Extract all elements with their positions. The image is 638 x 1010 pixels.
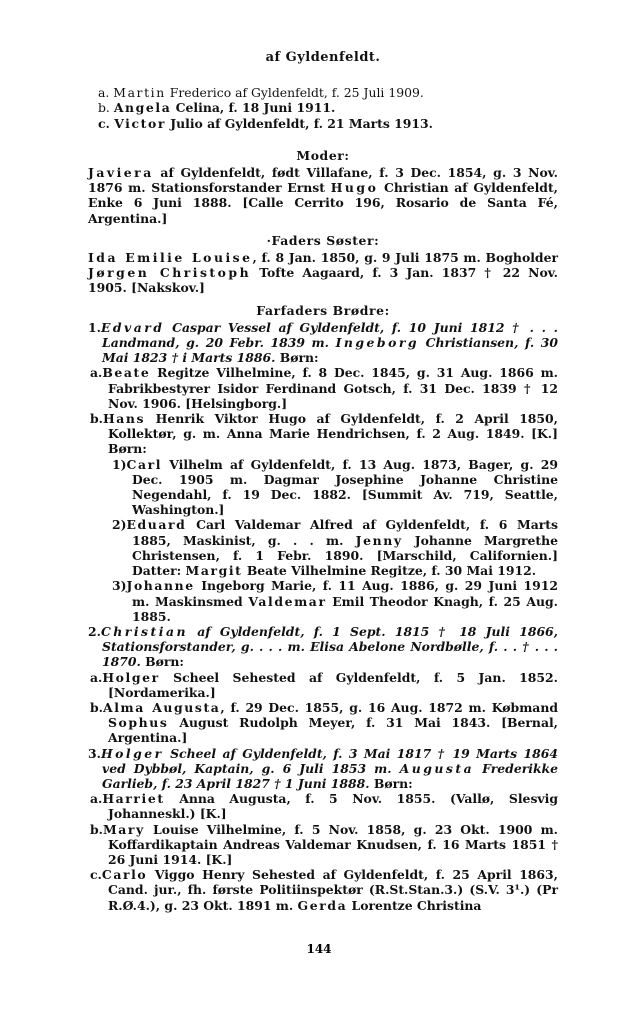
- entry-mark: c.: [98, 115, 110, 131]
- entry-text: Lorentze Christina: [347, 897, 482, 913]
- person-name: Ida Emilie Louise: [88, 250, 253, 266]
- entry-text: Caspar Vessel af Gyldenfeldt, f. 10 Juni 1812 † . . . Landmand, g. 20 Febr. 1839 m.: [102, 319, 558, 351]
- entry-text: Tofte Aagaard, f. 3 Jan. 1837 † 22 Nov. 1905. [Nakskov.]: [88, 265, 558, 296]
- entry-mark: b.: [90, 699, 103, 715]
- section-heading-aunt: ·Faders Søster:: [266, 232, 380, 248]
- entry-mark: a.: [90, 365, 103, 381]
- person-name: Carlo: [101, 867, 148, 883]
- person-name: Ingeborg: [335, 335, 420, 351]
- person-name: Eduard: [126, 517, 187, 533]
- entry-text: Christian af Gyldenfeldt, Enke 6 Juni 1888. [Calle Cerrito 196, Rosario de Santa Fé, Argentina.]: [88, 180, 558, 226]
- entry-text: Ingeborg Marie, f. 11 Aug. 1886, g. 29 Juni 1912 m. Maskinsmed: [132, 578, 558, 609]
- child-entry: [90, 822, 558, 868]
- person-name: Holger: [100, 745, 164, 761]
- entry-text: , f. 29 Dec. 1855, g. 16 Aug. 1872 m. Købmand: [220, 699, 558, 715]
- person-name: Beate: [102, 365, 151, 381]
- section-heading-mother: Moder:: [296, 147, 350, 163]
- person-name: Javiera: [88, 165, 154, 181]
- entry-text: Regitze Vilhelmine, f. 8 Dec. 1845, g. 31 Aug. 1866 m. Fabrikbestyrer Isidor Ferdinand Gotsch, f. 31 Dec. 1839 † 12 Nov. 1906. [Helsingborg.]: [108, 365, 558, 411]
- entry-text: Børn:: [369, 775, 413, 791]
- person-name: Jenny: [355, 532, 403, 548]
- entry-mark: 2): [112, 517, 127, 533]
- entry-text: Emil Theodor Knagh, f. 25 Aug. 1885.: [132, 593, 558, 624]
- entry-mark: b.: [90, 411, 103, 427]
- entry-text: Henrik Viktor Hugo af Gyldenfeldt, f. 2 April 1850, Kollektør, g. m. Anna Marie Hendrichsen, f. 2 Aug. 1849. [K.] Børn:: [108, 411, 558, 457]
- mother-entry: [88, 165, 558, 226]
- entry-mark: 1.: [88, 319, 101, 335]
- uncle-entry: [88, 320, 558, 366]
- person-name: Gerda: [297, 897, 348, 913]
- child-entry: [98, 116, 558, 131]
- entry-text: Anna Augusta, f. 5 Nov. 1855. (Vallø, Slesvig Johanneskl.) [K.]: [108, 791, 558, 822]
- entry-text: Vilhelm af Gyldenfeldt, f. 13 Aug. 1873, Bager, g. 29 Dec. 1905 m. Dagmar Josephine Johanne Christine Negendahl, f. 19 Dec. 1882. [Summit Av. 719, Seattle, Washington.]: [132, 456, 558, 518]
- entry-text: Louise Vilhelmine, f. 5 Nov. 1858, g. 23 Okt. 1900 m. Koffardikaptain Andreas Valdemar Knudsen, f. 16 Marts 1851 † 26 Juni 1914. [K.]: [108, 821, 558, 867]
- person-name: Augusta: [399, 760, 475, 776]
- child-entry: [90, 700, 558, 746]
- entry-mark: a.: [98, 85, 110, 101]
- entry-mark: 2.: [88, 623, 101, 639]
- entry-text: , f. 8 Jan. 1850, g. 9 Juli 1875 m. Bogholder: [252, 250, 558, 266]
- person-name: Harriet: [102, 791, 165, 807]
- entry-text: Scheel Sehested af Gyldenfeldt, f. 5 Jan. 1852. [Nordamerika.]: [108, 669, 558, 700]
- person-name: Hugo: [330, 180, 379, 196]
- child-entry: [90, 365, 558, 411]
- child-entry: [90, 411, 558, 457]
- entry-text: Frederikke Garlieb, f. 23 April 1827 † 1 Juni 1888.: [102, 760, 558, 791]
- page-number: 144: [306, 942, 332, 956]
- person-name: Holger: [102, 669, 160, 685]
- uncle-entry: [88, 746, 558, 792]
- grandchild-entry: [112, 578, 558, 624]
- entry-mark: b.: [90, 821, 103, 837]
- person-name: Martin: [113, 85, 166, 101]
- entry-text: Frederico af Gyldenfeldt, f. 25 Juli 1909.: [165, 85, 424, 101]
- person-name: Carl: [126, 456, 163, 472]
- entry-text: Johanne Margrethe Christensen, f. 1 Febr. 1890. [Marschild, Californien.] Datter:: [132, 532, 559, 579]
- aunt-entry: [88, 250, 558, 296]
- person-name: Sophus: [108, 715, 169, 731]
- entry-text: Scheel af Gyldenfeldt, f. 3 Mai 1817 † 19 Marts 1864 ved Dybbøl, Kaptain, g. 6 Juli 1853 m.: [102, 745, 558, 776]
- entry-text: Celina, f. 18 Juni 1911.: [171, 100, 336, 116]
- person-name: Valdemar: [248, 593, 327, 609]
- person-name: Angela: [113, 100, 172, 116]
- entry-text: af Gyldenfeldt, f. 1 Sept. 1815 † 18 Juli 1866, Stationsforstander, g. . . . m. Elisa Abelone Nordbølle, f. . . † . . . 1870.: [102, 623, 558, 670]
- grandchild-entry: [112, 457, 558, 518]
- page-title: af Gyldenfeldt.: [265, 50, 381, 65]
- person-name: Alma Augusta: [102, 699, 221, 715]
- person-name: Edvard: [100, 319, 165, 335]
- person-name: Jørgen Christoph: [88, 265, 252, 281]
- section-heading-uncles: Farfaders Brødre:: [256, 302, 390, 318]
- entry-mark: 3.: [88, 745, 101, 761]
- person-name: Christian: [100, 623, 188, 639]
- entry-text: Viggo Henry Sehested af Gyldenfeldt, f. 25 April 1863, Cand. jur., fh. første Politiinspektør (R.St.Stan.3.) (S.V. 3¹.) (Pr R.Ø.4.), g. 23 Okt. 1891 m.: [108, 867, 558, 913]
- entry-text: Beate Vilhelmine Regitze, f. 30 Mai 1912.: [242, 563, 537, 579]
- entry-text: Børn:: [140, 654, 184, 670]
- child-entry: [90, 670, 558, 700]
- entry-mark: 3): [112, 578, 127, 594]
- person-name: Johanne: [126, 578, 195, 594]
- uncle-entry: [88, 624, 558, 670]
- entry-mark: 1): [112, 456, 127, 472]
- entry-mark: a.: [90, 791, 103, 807]
- grandchild-entry: [112, 517, 558, 578]
- entry-text: Julio af Gyldenfeldt, f. 21 Marts 1913.: [165, 115, 433, 131]
- entry-text: August Rudolph Meyer, f. 31 Mai 1843. [Bernal, Argentina.]: [108, 715, 558, 746]
- child-entry: [98, 100, 558, 115]
- child-entry: [90, 867, 558, 913]
- document-page: [88, 50, 558, 913]
- child-entry: [90, 791, 558, 821]
- person-name: Hans: [102, 411, 146, 427]
- entry-mark: b.: [98, 100, 110, 116]
- child-entry: [98, 85, 558, 100]
- person-name: Victor: [114, 115, 166, 131]
- entry-mark: c.: [90, 867, 102, 883]
- entry-text: Christiansen, f. 30 Mai 1823 † i Marts 1886.: [102, 335, 559, 366]
- entry-mark: a.: [90, 669, 103, 685]
- entry-text: Børn:: [275, 350, 319, 366]
- person-name: Margit: [185, 563, 243, 579]
- person-name: Mary: [102, 821, 145, 837]
- entry-text: Carl Valdemar Alfred af Gyldenfeldt, f. 6 Marts 1885, Maskinist, g. . . m.: [132, 517, 558, 548]
- entry-text: af Gyldenfeldt, født Villafane, f. 3 Dec. 1854, g. 3 Nov. 1876 m. Stationsforstander Ernst: [88, 165, 558, 196]
